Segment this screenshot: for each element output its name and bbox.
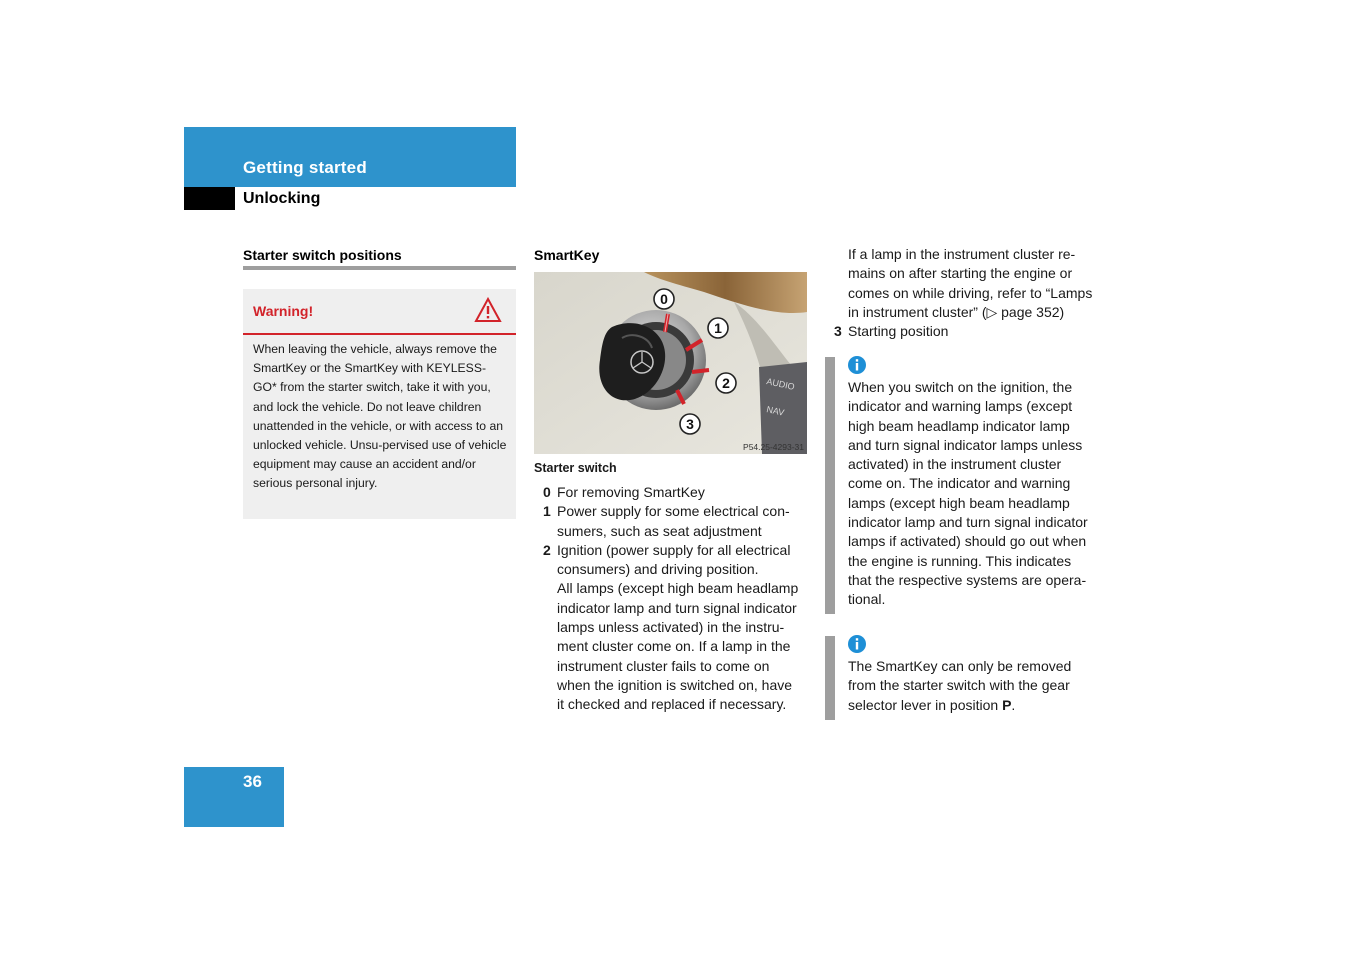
page-number-box: [184, 767, 284, 827]
list-item: 2 Ignition (power supply for all electrical consumers) and driving position. All lamps (except high beam headlamp indicator lamp and turn signal indicator lamps unless activated) in the instru- ment cluster come on. If a lamp in the instrument cluster fails to come on when the ignition is switched on, have it checked and replaced if necessary.: [543, 541, 799, 713]
info-text-1: When you switch on the ignition, the indicator and warning lamps (except high beam headlamp indicator lamp and turn signal indicator lamps unless activated) in the instrument cluster come on. The indicator and warning lamps (except high beam headlamp indicator lamp and turn signal indicator lamps if activated) should go out when the engine is running. This indicates that the respective systems are opera- tional.: [848, 379, 1088, 608]
header-bar: [184, 127, 516, 187]
callout-1: 1: [714, 320, 722, 336]
warning-triangle-icon: [474, 297, 502, 323]
list-item: 1 Power supply for some electrical con- sumers, such as seat adjustment: [543, 503, 790, 539]
heading-rule: [243, 266, 516, 270]
section-title: Getting started: [243, 158, 367, 177]
callout-3: 3: [686, 416, 694, 432]
warning-text: When leaving the vehicle, always remove the SmartKey or the SmartKey with KEYLESS-GO* from the starter switch, take it with you, and lock the vehicle. Do not leave children unattended in the vehicle, or with access to an unlocked vehicle. Unsu-pervised use of vehicle equipment may cause an accident and/or serious personal injury.: [253, 342, 507, 491]
warning-divider: [243, 333, 516, 335]
info-bar: [825, 636, 835, 720]
gear-position: P: [1002, 696, 1012, 713]
warning-box: [243, 289, 516, 519]
callout-0: 0: [660, 291, 668, 307]
middle-heading: SmartKey: [534, 247, 600, 263]
item-number: 2: [543, 541, 551, 558]
page-number: 36: [243, 772, 262, 791]
list-item: 3 Starting position: [825, 322, 1105, 341]
continued-text: If a lamp in the instrument cluster re- mains on after starting the engine or comes on while driving, refer to “Lamps in instrument cluster” (▷ page 352) 3 Starting position: [825, 245, 1105, 341]
starter-switch-photo: [534, 272, 807, 454]
list-item: 0 For removing SmartKey: [534, 483, 814, 502]
position-list: [534, 483, 814, 715]
item-number: 0: [543, 484, 551, 500]
info-icon: [848, 635, 866, 653]
left-heading: Starter switch positions: [243, 247, 402, 263]
figure-caption: Starter switch: [534, 461, 617, 475]
info-icon: [848, 356, 866, 374]
subsection-title: Unlocking: [243, 190, 321, 207]
item-number: 1: [543, 503, 551, 520]
item-number: 3: [834, 323, 842, 340]
panel-label-nav: NAV: [765, 404, 786, 418]
warning-title: Warning!: [253, 303, 314, 319]
callout-2: 2: [722, 375, 730, 391]
info-text-2: The SmartKey can only be removed from the starter switch with the gear selector lever in position P.: [848, 658, 1072, 713]
figure-code: P54.25-4293-31: [743, 442, 804, 452]
panel-label-audio: AUDIO: [765, 376, 796, 392]
section-marker: [184, 187, 235, 210]
info-bar: [825, 357, 835, 614]
